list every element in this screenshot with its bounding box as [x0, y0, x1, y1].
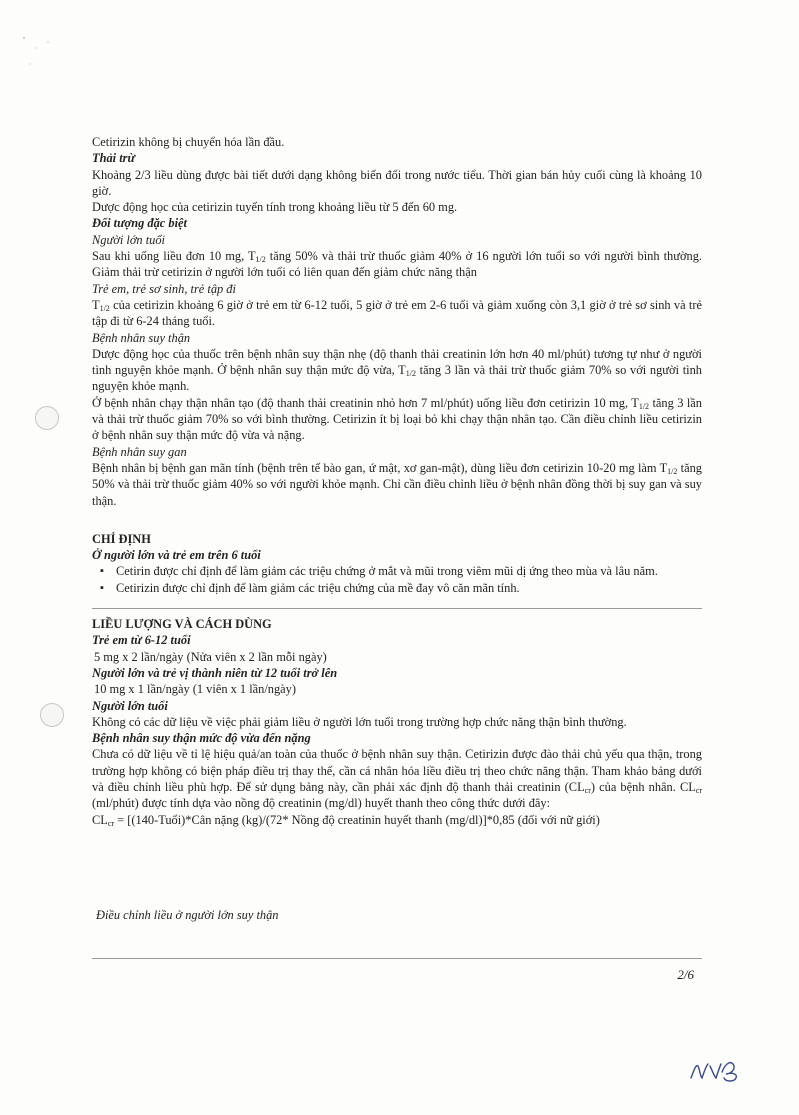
heading-doi-tuong: Đối tượng đặc biệt — [92, 216, 187, 231]
footer-divider — [92, 958, 702, 959]
thai-tru-p2: Dược động học của cetirizin tuyến tính trong khoảng liều từ 5 đến 60 mg. — [92, 200, 458, 215]
heading-thai-tru: Thải trừ — [92, 151, 135, 166]
thai-tru-p1: Khoảng 2/3 liều dùng được bài tiết dưới dạng không biến đổi trong nước tiểu. Thời gian bán hủy cuối cùng là khoảng 10 giờ. — [92, 167, 702, 198]
section-title-chi-dinh: CHỈ ĐỊNH — [92, 531, 151, 546]
list-item: ▪ Cetirin được chỉ định để làm giảm các triệu chứng ở mắt và mũi trong viêm mũi dị ứng theo mùa và lâu năm. — [116, 563, 702, 579]
section-divider — [92, 608, 702, 609]
document-body — [92, 134, 702, 828]
lon-tuoi-text: Không có các dữ liệu về việc phải giảm liều ở người lớn tuổi trong trường hợp chức năng thận bình thường. — [92, 714, 627, 729]
heading-suy-than-vua-nang: Bệnh nhân suy thận mức độ vừa đến nặng — [92, 731, 311, 746]
handwritten-initials — [688, 1052, 748, 1090]
clcr-formula: $CL_{cr}$ = [(140-Tuổi)*Cân nặng (kg)/(72* Nồng độ creatinin huyết thanh (mg/dl)]*0,85 (đối với nữ giới) — [92, 812, 600, 828]
heading-chi-dinh-doi-tuong: Ở người lớn và trẻ em trên 6 tuổi — [92, 548, 261, 563]
dose-nguoi-lon: 10 mg x 1 lần/ngày (1 viên x 1 lần/ngày) — [94, 682, 296, 697]
tre-em-text: $T_{1/2}$ của cetirizin khoảng 6 giờ ở trẻ em từ 6-12 tuổi, 5 giờ ở trẻ em 2-6 tuổi và giảm xuống còn 3,1 giờ ở trẻ sơ sinh và trẻ tập đi từ 6-24 tháng tuổi. — [92, 297, 702, 329]
page-number: 2/6 — [677, 967, 694, 982]
suy-than-dosing-text: Chưa có dữ liệu về tỉ lệ hiệu quả/an toàn của thuốc ở bệnh nhân suy thận. Cetirizin được đào thải chủ yếu qua thận, trong trường hợp không có biện pháp điều trị thay thế, cần cá nhân hóa liều điều trị theo chức năng thận. Tham khảo bảng dưới và điều chỉnh liều phù hợp. Để sử dụng bảng này, cần phải xác định độ thanh thải creatinin $(CL_{cr})$ của bệnh nhân. $CL_{cr}$ (ml/phút) được tính dựa vào nồng độ creatinin (mg/dl) huyết thanh theo công thức dưới đây: — [92, 747, 702, 811]
punch-hole-top — [35, 406, 59, 430]
heading-suy-than: Bệnh nhân suy thận — [92, 330, 191, 345]
dose-tre-em: 5 mg x 2 lần/ngày (Nửa viên x 2 lần mỗi ngày) — [94, 649, 327, 664]
heading-dieu-chinh-lieu: Điều chỉnh liều ở người lớn suy thận — [96, 908, 279, 922]
section-title-lieu-luong: LIỀU LƯỢNG VÀ CÁCH DÙNG — [92, 617, 272, 632]
heading-nguoi-lon-12: Người lớn và trẻ vị thành niên từ 12 tuổi trở lên — [92, 665, 338, 680]
suy-gan-text: Bệnh nhân bị bệnh gan mãn tính (bệnh trên tế bào gan, ứ mật, xơ gan-mật), dùng liều đơn cetirizin 10-20 mg làm $T_{1/2}$ tăng 50% và thải trừ thuốc giảm 40% so với người khỏe mạnh. Chỉ cần điều chỉnh liều ở bệnh nhân đồng thời bị suy gan và suy thận. — [92, 460, 702, 508]
list-item: ▪ Cetirizin được chỉ định để làm giảm các triệu chứng của mề đay vô căn mãn tính. — [116, 580, 702, 596]
intro-text: Cetirizin không bị chuyển hóa lần đầu. — [92, 135, 285, 149]
heading-tre-em-6-12: Trẻ em từ 6-12 tuổi — [92, 633, 191, 648]
suy-than-p1: Dược động học của thuốc trên bệnh nhân suy thận nhẹ (độ thanh thải creatinin lớn hơn 40 ml/phút) tương tự như ở người tình nguyện khỏe mạnh. Ở bệnh nhân suy thận mức độ vừa, $T_{1/2}$ tăng 3 lần và thải trừ thuốc giảm 70% so với người tình nguyện khỏe mạnh. — [92, 346, 703, 394]
heading-suy-gan: Bệnh nhân suy gan — [92, 444, 187, 459]
suy-than-p2: Ở bệnh nhân chạy thận nhân tạo (độ thanh thải creatinin nhỏ hơn 7 ml/phút) uống liều đơn cetirizin 10 mg, $T_{1/2}$ tăng 3 lần và thải trừ thuốc giảm 70% so với bình thường. Cetirizin ít bị loại bỏ khi chạy thận nhân tạo. Cần điều chỉnh liều cetirizin ở bệnh nhân suy thận mức độ vừa và nặng. — [92, 395, 702, 443]
nguoi-lon-tuoi-text: Sau khi uống liều đơn 10 mg, $T_{1/2}$ tăng 50% và thải trừ thuốc giảm 40% ở 16 người lớn tuổi so với người bình thường. Giảm thải trừ cetirizin ở người lớn tuổi có liên quan đến giảm chức năng thận — [92, 249, 702, 280]
chi-dinh-list — [92, 563, 702, 596]
heading-lon-tuoi: Người lớn tuổi — [92, 698, 168, 713]
punch-hole-bottom — [40, 703, 64, 727]
scan-specks — [20, 30, 60, 74]
heading-tre-em: Trẻ em, trẻ sơ sinh, trẻ tập đi — [92, 281, 236, 296]
heading-nguoi-lon-tuoi: Người lớn tuổi — [92, 232, 165, 247]
